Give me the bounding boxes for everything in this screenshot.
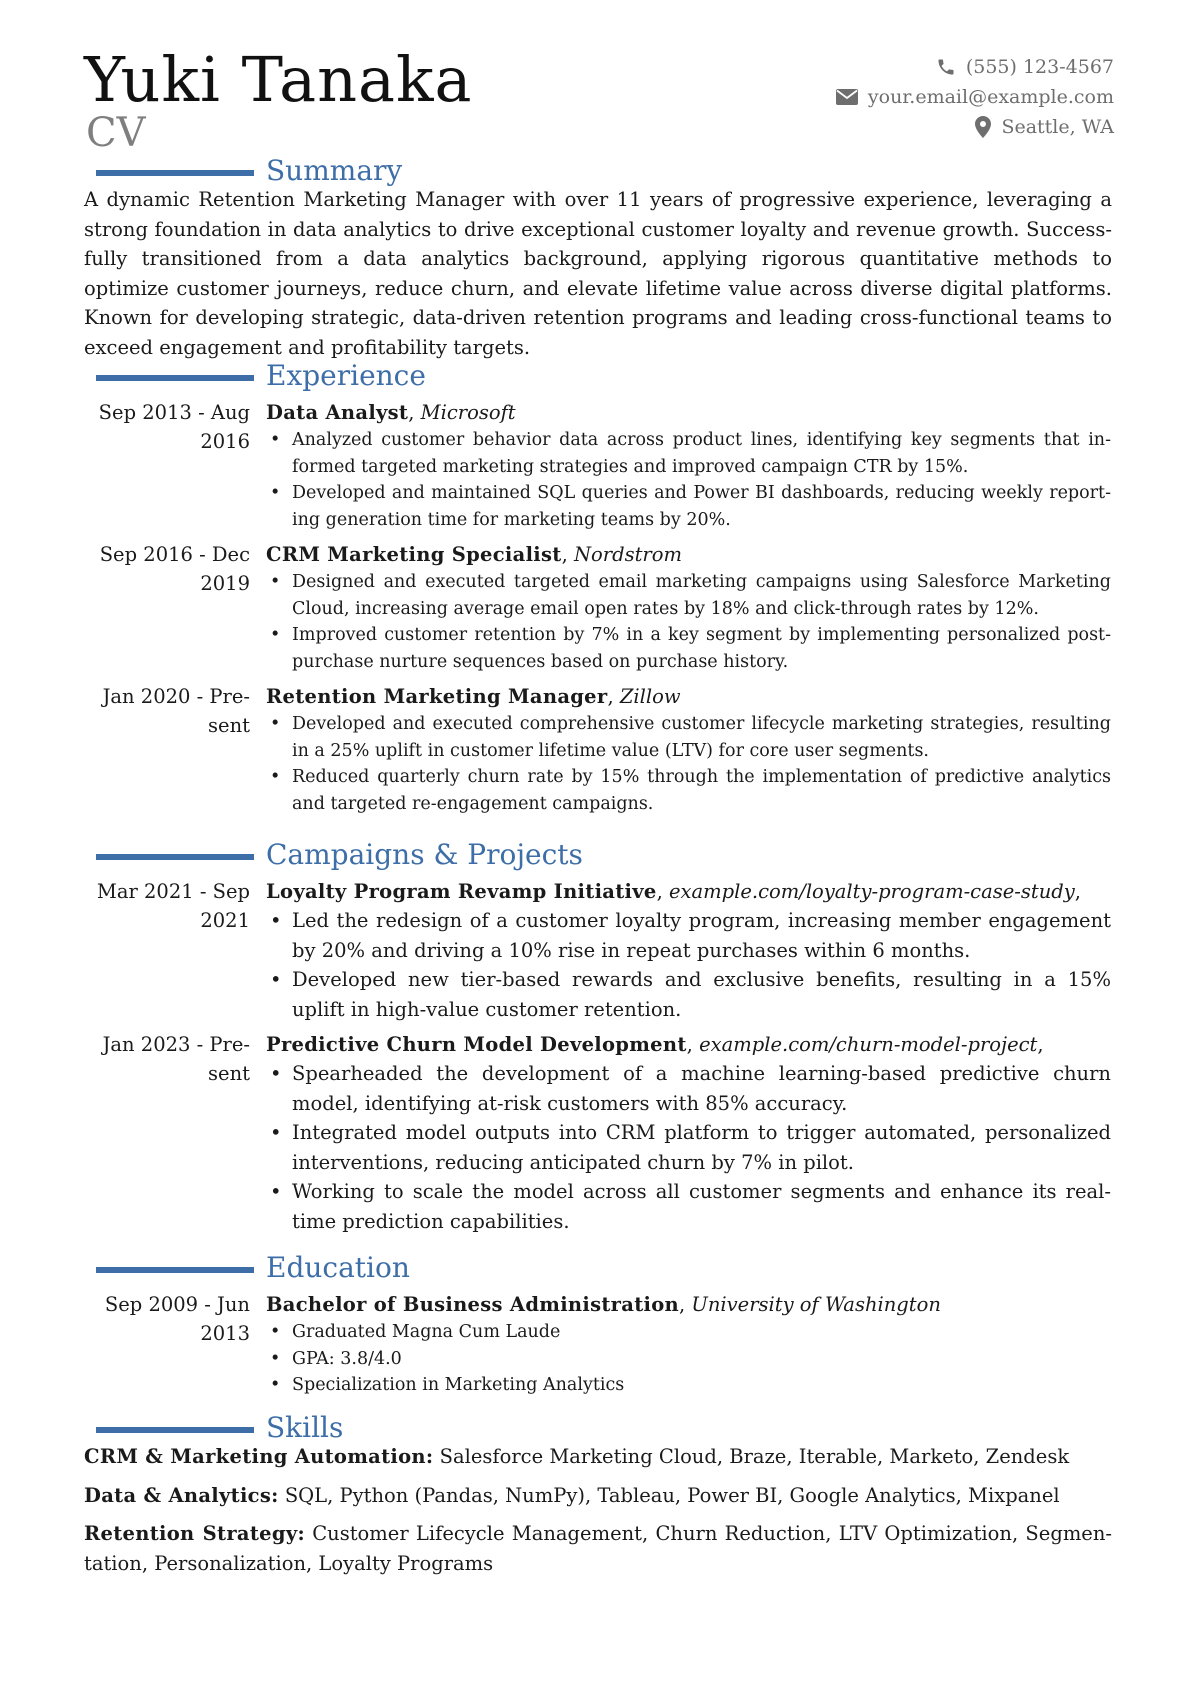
entry-body <box>266 1290 1111 1399</box>
section-accent-bar <box>96 1427 254 1433</box>
experience-entry <box>86 682 1116 817</box>
skill-label: Retention Strategy: <box>84 1522 305 1545</box>
entry-org: Zillow <box>619 685 681 708</box>
entry-role: CRM Marketing Specialist <box>266 543 562 566</box>
section-title: Campaigns & Projects <box>266 838 583 871</box>
skills-section <box>86 1410 1116 1587</box>
entry-body <box>266 398 1111 533</box>
skill-label: CRM & Marketing Automation: <box>84 1445 434 1468</box>
entry-role: Retention Marketing Manager <box>266 685 608 708</box>
list-item: • Graduated Magna Cum Laude <box>266 1319 1111 1346</box>
skill-label: Data & Analytics: <box>84 1483 279 1507</box>
skill-row <box>84 1481 1112 1511</box>
section-title: Education <box>266 1251 410 1284</box>
skill-value: SQL, Python (Pandas, NumPy), Tableau, Power BI, Google Analytics, Mixpanel <box>284 1483 1060 1507</box>
entry-title: Predictive Churn Model Development, example.com/churn-model-project, <box>266 1033 1044 1056</box>
section-accent-bar <box>96 1267 254 1273</box>
entry-date: Sep 2016 - Dec 2019 <box>99 543 250 595</box>
section-header <box>86 153 1116 191</box>
education-section <box>86 1250 1116 1399</box>
experience-section <box>86 358 1116 817</box>
list-item: • Developed new tier-based rewards and exclusive benefits, resulting in a 15% uplift in high-value customer retention. <box>266 965 1111 1024</box>
contact-location <box>836 112 1114 142</box>
map-pin-icon <box>975 116 991 138</box>
entry-role: Data Analyst <box>266 401 409 424</box>
list-item: • GPA: 3.8/4.0 <box>266 1346 1111 1373</box>
person-name: Yuki Tanaka <box>84 43 473 116</box>
projects-section <box>86 837 1116 1236</box>
entry-body <box>266 1030 1111 1236</box>
entry-bullets <box>266 427 1111 533</box>
skill-value: Customer Lifecycle Management, Churn Reduction, LTV Optimization, Segmentation, Personalization, Loyalty Programs <box>84 1522 1112 1575</box>
project-entry <box>86 1030 1116 1236</box>
skill-row <box>84 1519 1112 1578</box>
entry-role: Loyalty Program Revamp Initiative <box>266 880 657 903</box>
project-link[interactable]: example.com/churn-model-project <box>699 1033 1038 1056</box>
summary-paragraph: A dynamic Retention Marketing Manager with over 11 years of progressive experience, leveraging a strong foundation in data analytics to drive exceptional customer loyalty and revenue growth. Successfully transitioned from a data analytics background, applying rigorous quantitative methods to optimize customer journeys, reduce churn, and elevate lifetime value across diverse digital platforms. Known for developing strategic, data-driven retention programs and leading cross-functional teams to exceed engagement and profitability targets. <box>84 188 1112 359</box>
phone-icon <box>936 57 956 77</box>
project-entry <box>86 877 1116 1024</box>
entry-body <box>266 682 1111 817</box>
entry-org: Microsoft <box>420 401 516 424</box>
entry-bullets <box>266 569 1111 675</box>
entry-date: Sep 2013 - Aug 2016 <box>98 401 250 453</box>
entry-role: Predictive Churn Model Development <box>266 1033 687 1056</box>
skill-value: Salesforce Marketing Cloud, Braze, Iterable, Marketo, Zendesk <box>439 1445 1070 1468</box>
entry-date: Sep 2009 - Jun 2013 <box>104 1293 250 1345</box>
list-item: • Spearheaded the development of a machine learning-based predictive churn model, identifying at-risk customers with 85% accuracy. <box>266 1059 1111 1118</box>
entry-bullets <box>266 1059 1111 1236</box>
entry-title: CRM Marketing Specialist, Nordstrom <box>266 543 682 566</box>
education-entry <box>86 1290 1116 1399</box>
experience-entry <box>86 398 1116 533</box>
section-header <box>86 837 1116 875</box>
entry-title: Retention Marketing Manager, Zillow <box>266 685 681 708</box>
entry-body <box>266 540 1111 675</box>
list-item: • Working to scale the model across all customer segments and enhance its real-time prediction capabilities. <box>266 1177 1111 1236</box>
list-item: • Improved customer retention by 7% in a key segment by implementing personalized post-purchase nurture sequences based on purchase history. <box>266 622 1111 675</box>
list-item: • Specialization in Marketing Analytics <box>266 1372 1111 1399</box>
phone-number: (555) 123-4567 <box>965 56 1114 78</box>
entry-bullets <box>266 1319 1111 1399</box>
project-link[interactable]: example.com/loyalty-program-case-study <box>668 880 1075 903</box>
entry-title: Data Analyst, Microsoft <box>266 401 516 424</box>
entry-date: Jan 2023 - Present <box>102 1033 250 1085</box>
list-item: • Developed and executed comprehensive customer lifecycle marketing strategies, resulting in a 25% uplift in customer lifetime value (LTV) for core user segments. <box>266 711 1111 764</box>
entry-bullets <box>266 711 1111 817</box>
entry-body <box>266 877 1111 1024</box>
entry-bullets <box>266 906 1111 1024</box>
contact-phone <box>836 52 1114 82</box>
section-title: Experience <box>266 359 426 392</box>
summary-section <box>86 153 1116 362</box>
entry-date: Mar 2021 - Sep 2021 <box>96 880 250 932</box>
section-accent-bar <box>96 854 254 860</box>
section-accent-bar <box>96 375 254 381</box>
envelope-icon <box>836 89 858 105</box>
section-title: Skills <box>266 1411 344 1444</box>
list-item: • Led the redesign of a customer loyalty program, increasing member engagement by 20% and driving a 10% rise in repeat purchases within 6 months. <box>266 906 1111 965</box>
location-text: Seattle, WA <box>1001 116 1114 138</box>
entry-org: University of Washington <box>691 1293 941 1316</box>
entry-date: Jan 2020 - Present <box>102 685 250 737</box>
entry-role: Bachelor of Business Administration <box>266 1293 679 1316</box>
document-subtitle: CV <box>86 110 146 156</box>
list-item: • Analyzed customer behavior data across product lines, identifying key segments that informed targeted marketing strategies and improved campaign CTR by 15%. <box>266 427 1111 480</box>
section-header <box>86 1410 1116 1448</box>
list-item: • Integrated model outputs into CRM platform to trigger automated, personalized interventions, reducing anticipated churn by 7% in pilot. <box>266 1118 1111 1177</box>
experience-entry <box>86 540 1116 675</box>
entry-org: Nordstrom <box>573 543 682 566</box>
email-address: your.email@example.com <box>867 86 1114 108</box>
section-header <box>86 358 1116 396</box>
section-title: Summary <box>266 154 403 187</box>
section-accent-bar <box>96 170 254 176</box>
skills-list <box>84 1442 1112 1578</box>
list-item: • Designed and executed targeted email marketing campaigns using Salesforce Marketing Cloud, increasing average email open rates by 18% and click-through rates by 12%. <box>266 569 1111 622</box>
list-item: • Reduced quarterly churn rate by 15% through the implementation of predictive analytics and targeted re-engagement campaigns. <box>266 764 1111 817</box>
contact-email <box>836 82 1114 112</box>
entry-title: Bachelor of Business Administration, University of Washington <box>266 1293 941 1316</box>
contact-block <box>836 52 1114 142</box>
list-item: • Developed and maintained SQL queries and Power BI dashboards, reducing weekly reporting generation time for marketing teams by 20%. <box>266 480 1111 533</box>
entry-title: Loyalty Program Revamp Initiative, example.com/loyalty-program-case-study, <box>266 880 1081 903</box>
section-header <box>86 1250 1116 1288</box>
